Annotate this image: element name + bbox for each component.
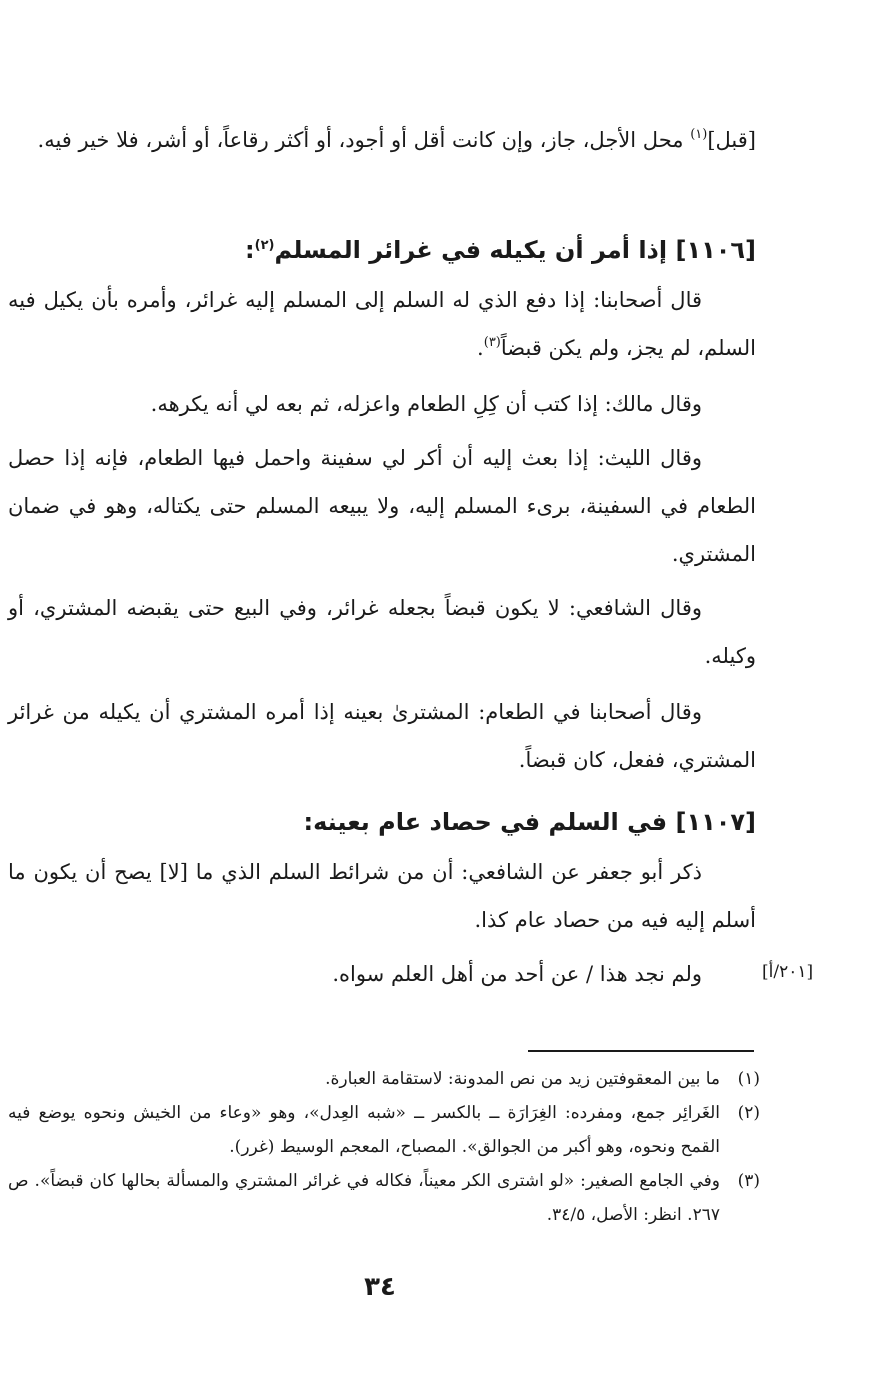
paragraph-shafii: وقال الشافعي: لا يكون قبضاً بجعله غرائر، وفي البيع حتى يقبضه المشتري، أو وكيله. xyxy=(8,596,756,668)
paragraph-text: قال أصحابنا: إذا دفع الذي له السلم إلى المسلم إليه غرائر، وأمره بأن يكيل فيه السلم، لم يجز، ولم يكن قبضاً xyxy=(8,288,756,360)
paragraph-abu-jafar: ذكر أبو جعفر عن الشافعي: أن من شرائط السلم الذي ما [لا] يصح أن يكون ما أسلم إليه فيه من حصاد عام كذا. xyxy=(8,860,756,932)
bracketed-word: [قبل] xyxy=(707,128,756,152)
paragraph-text: محل الأجل، جاز، وإن كانت أقل أو أجود، أو أكثر رقاعاً، أو أشر، فلا خير فيه. xyxy=(37,128,691,152)
paragraph-malik: وقال مالك: إذا كتب أن كِلِ الطعام واعزله، ثم بعه لي أنه يكرهه. xyxy=(150,392,702,416)
footnote-1 xyxy=(8,1062,760,1096)
footnote-number: (١) xyxy=(737,1069,760,1089)
footnote-ref-1: (١) xyxy=(690,127,708,142)
footnote-text: ما بين المعقوفتين زيد من نص المدونة: لاستقامة العبارة. xyxy=(325,1069,720,1089)
paragraph-laith: وقال الليث: إذا بعث إليه أن أكر لي سفينة واحمل فيها الطعام، فإنه إذا حصل الطعام في السفينة، برىء المسلم إليه، ولا يبيعه المسلم حتى يكتاله، وهو في ضمان المشتري. xyxy=(8,446,756,566)
paragraph-ashabuna-2: وقال أصحابنا في الطعام: المشترىٰ بعينه إذا أمره المشتري أن يكيله من غرائر المشتري، ففعل، كان قبضاً. xyxy=(8,700,756,772)
section-title: إذا أمر أن يكيله في غرائر المسلم xyxy=(274,236,676,264)
section-title: في السلم في حصاد عام بعينه: xyxy=(303,808,676,836)
paragraph-lam-najid: ولم نجد هذا / عن أحد من أهل العلم سواه. xyxy=(332,962,702,986)
footnotes xyxy=(8,1062,760,1232)
page-number: ٣٤ xyxy=(364,1272,396,1302)
section-heading-1107 xyxy=(8,802,756,842)
paragraph-ashabuna-1: قال أصحابنا: إذا دفع الذي له السلم إلى المسلم إليه غرائر، وأمره بأن يكيل فيه السلم، لم يجز، ولم يكن قبضاً$^{(٣)}$. xyxy=(8,288,756,360)
section-number: [١١٠٦] xyxy=(675,236,756,264)
footnote-3 xyxy=(8,1164,760,1232)
section-number: [١١٠٧] xyxy=(675,808,756,836)
footnote-number: (٢) xyxy=(737,1103,760,1123)
paragraph-continuation xyxy=(8,116,756,168)
manuscript-folio-note: [٢٠١/أ] xyxy=(762,962,814,982)
footnote-ref-2: (٢) xyxy=(254,238,275,253)
footnote-number: (٣) xyxy=(737,1171,760,1191)
section-heading-1106: [١١٠٦] إذا أمر أن يكيله في غرائر المسلم$^{(٢)}$: xyxy=(245,236,756,264)
footnote-ref-3: (٣) xyxy=(483,335,501,350)
footnote-2 xyxy=(8,1096,760,1164)
footnote-text: الغَرائِر جمع، ومفرده: الغِرَارَة ــ بالكسر ــ «شبه العِدل»، وهو «وعاء من الخيش ونحوه يوضع فيه القمح ونحوه، وهو أكبر من الجوالق». المصباح، المعجم الوسيط (غرر). xyxy=(8,1103,720,1157)
footnote-text: وفي الجامع الصغير: «لو اشترى الكر معيناً، فكاله في غرائر المشتري والمسألة بحالها كان قبضاً». ص ٢٦٧. انظر: الأصل، ٣٤/٥. xyxy=(8,1171,720,1225)
footnote-separator xyxy=(528,1050,754,1052)
